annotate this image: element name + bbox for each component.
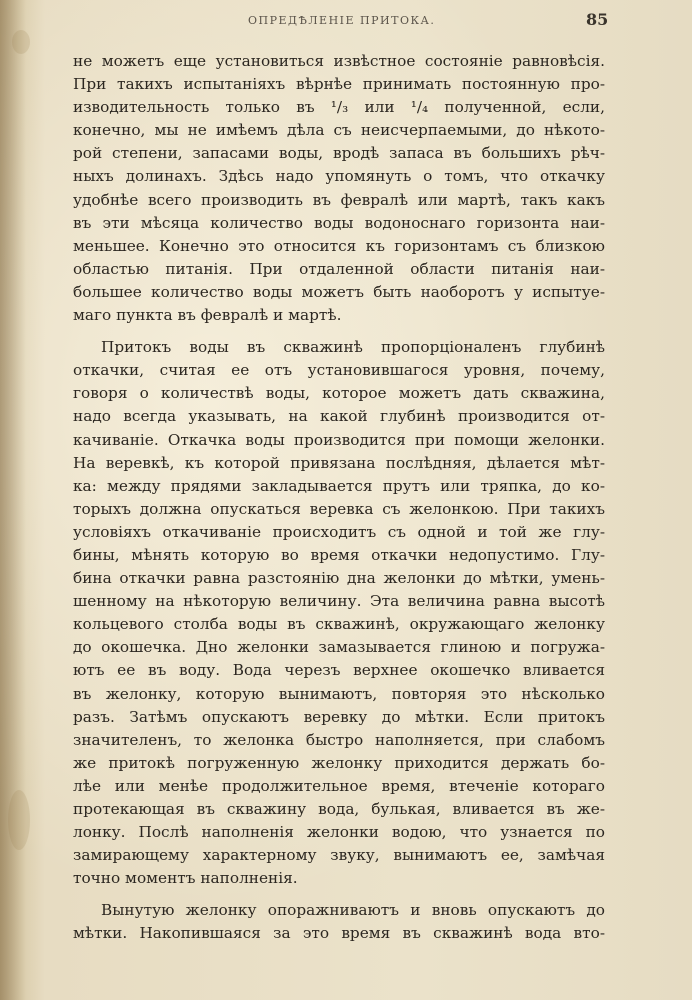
text-line: мѣтки. Накопившаяся за это время въ скважинѣ вода вто- — [73, 924, 605, 943]
text-line: ютъ ее въ воду. Вода черезъ верхнее окошечко вливается — [73, 661, 605, 680]
body-text — [73, 50, 605, 946]
text-line: На веревкѣ, къ которой привязана послѣдняя, дѣлается мѣт- — [73, 453, 605, 472]
text-line: же притокѣ погруженную желонку приходится держать бо- — [73, 753, 605, 772]
text-line: областью питанія. При отдаленной области питанія наи- — [73, 259, 605, 278]
text-line: до окошечка. Дно желонки замазывается глиною и погружа- — [73, 638, 605, 657]
text-line: лѣе или менѣе продолжительное время, втеченіе котораго — [73, 776, 605, 795]
text-line: откачки, считая ее отъ установившагося уровня, почему, — [73, 361, 605, 380]
page-header — [0, 10, 692, 32]
paper-stain — [8, 790, 30, 850]
text-line: большее количество воды можетъ быть наоборотъ у испытуе- — [73, 282, 605, 301]
text-line: маго пункта въ февралѣ и мартѣ. — [73, 306, 342, 325]
text-line: лонку. Послѣ наполненія желонки водою, что узнается по — [73, 823, 605, 842]
text-line: бина откачки равна разстоянію дна желонки до мѣтки, умень- — [73, 569, 605, 588]
text-line: качиваніе. Откачка воды производится при помощи желонки. — [73, 430, 605, 449]
page-number: 85 — [586, 10, 609, 29]
text-line: замирающему характерному звуку, вынимаютъ ее, замѣчая — [73, 846, 605, 865]
text-line: ка: между прядями закладывается прутъ или тряпка, до ко- — [73, 476, 605, 495]
text-line: протекающая въ скважину вода, булькая, вливается въ же- — [73, 800, 605, 818]
text-line: значителенъ, то желонка быстро наполняется, при слабомъ — [73, 730, 605, 749]
text-line: бины, мѣнять которую во время откачки недопустимо. Глу- — [73, 545, 605, 564]
text-line: не можетъ еще установиться извѣстное состояніе равновѣсія. — [73, 52, 605, 70]
text-line: шенному на нѣкоторую величину. Эта величина равна высотѣ — [73, 592, 605, 611]
text-line: кольцевого столба воды въ скважинѣ, окружающаго желонку — [73, 615, 605, 634]
text-line: говоря о количествѣ воды, которое можетъ дать скважина, — [73, 384, 605, 403]
text-line: изводительность только въ ¹/₃ или ¹/₄ полученной, если, — [73, 98, 605, 117]
text-line: торыхъ должна опускаться веревка съ желонкою. При такихъ — [73, 499, 605, 518]
text-line: Вынутую желонку опоражниваютъ и вновь опускаютъ до — [101, 901, 605, 920]
paragraph-1 — [73, 50, 605, 327]
text-line: При такихъ испытаніяхъ вѣрнѣе принимать постоянную про- — [73, 75, 605, 94]
text-line: ныхъ долинахъ. Здѣсь надо упомянуть о томъ, что откачку — [73, 167, 605, 186]
text-line: надо всегда указывать, на какой глубинѣ производится от- — [73, 407, 605, 426]
paragraph-2 — [73, 336, 605, 890]
paragraph-3 — [73, 899, 605, 945]
text-line: рой степени, запасами воды, вродѣ запаса въ большихъ рѣч- — [73, 144, 605, 163]
text-line: меньшее. Конечно это относится къ горизонтамъ съ близкою — [73, 236, 605, 255]
text-line: условіяхъ откачиваніе происходитъ съ одной и той же глу- — [73, 522, 605, 541]
text-line: въ эти мѣсяца количество воды водоноснаго горизонта наи- — [73, 213, 605, 232]
text-line: точно моментъ наполненія. — [73, 869, 298, 888]
text-line: удобнѣе всего производить въ февралѣ или мартѣ, такъ какъ — [73, 190, 605, 209]
text-line: Притокъ воды въ скважинѣ пропорціоналенъ глубинѣ — [101, 338, 605, 357]
text-line: разъ. Затѣмъ опускаютъ веревку до мѣтки. Если притокъ — [73, 707, 605, 726]
page-edge-shadow — [0, 0, 26, 1000]
text-line: конечно, мы не имѣемъ дѣла съ неисчерпаемыми, до нѣкото- — [73, 121, 605, 140]
paper-stain — [12, 30, 30, 54]
running-title: ОПРЕДѢЛЕНІЕ ПРИТОКА. — [248, 14, 436, 27]
text-line: въ желонку, которую вынимаютъ, повторяя это нѣсколько — [73, 684, 605, 703]
